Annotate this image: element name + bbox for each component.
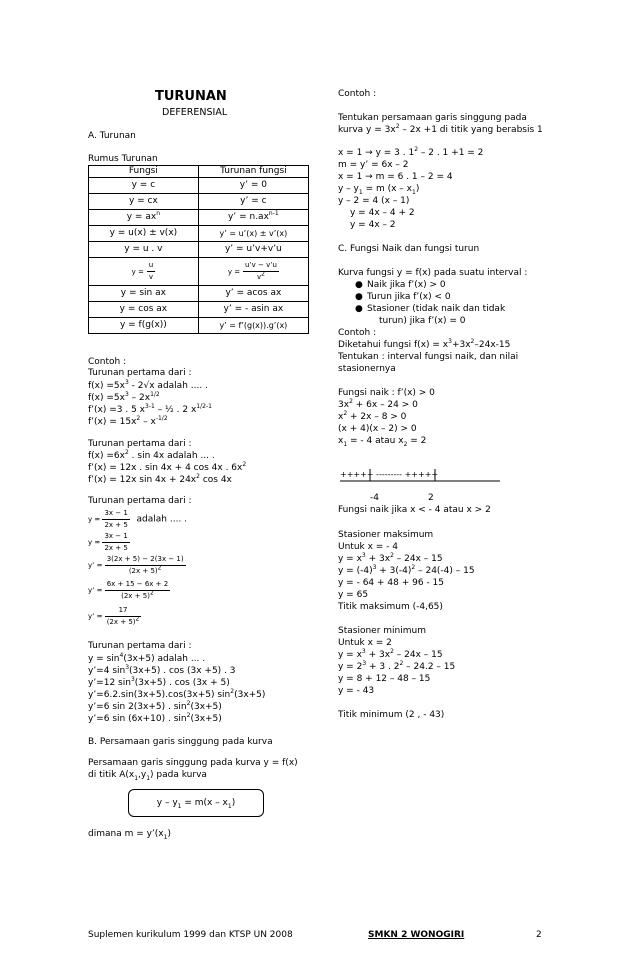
increasing-interval: Fungsi naik jika x < - 4 atau x > 2 [338,505,491,515]
page-subtitle: DEFERENSIAL [162,107,228,118]
table-cell: y’ = u’(x) ± v’(x) [198,226,308,242]
table-header: Turunan fungsi [198,166,308,178]
solution-line: $x_1$ = - 4 atau $x_2 = 2$ [338,436,427,448]
fraction-line: y = $\frac{3x - 1}{2x + 5}$ adalah .... . [88,509,188,529]
fraction-line: y = $\frac{3x - 1}{2x + 5}$ [88,532,128,552]
example-question: Turunan pertama dari : [88,368,192,378]
table-cell: y’ = c [198,194,308,210]
table-cell: y’ = 0 [198,178,308,194]
solution-line: m = y’ = 6x – 2 [338,160,409,170]
example-line: stasionernya [338,364,396,374]
section-b-heading: B. Persamaan garis singgung pada kurva [88,737,273,747]
example-line: f’(x) = 12x $\sin 4x + 24x^2$ cos 4x [88,473,232,485]
fraction-line: y’ = $\frac{6x + 15 - 6x + 2}{(2x + 5)^2}$ [88,580,169,600]
footer-school: SMKN 2 WONOGIRI [368,930,465,940]
list-item: turun) jika f’(x) = 0 [379,316,466,326]
example-line: $f(x) =5x^3 - 2x^{1/2}$ [88,391,160,403]
list-item: ● Turun jika f’(x) < 0 [355,292,451,302]
section-c-text: Kurva fungsi y = f(x) pada suatu interval : [338,268,528,278]
solution-line: Untuk x = 2 [338,638,392,648]
sign-diagram [340,467,505,491]
table-cell: y = u(x) ± v(x) [89,226,199,242]
table-row [89,318,309,334]
table-row [89,194,309,210]
section-a-heading: A. Turunan [88,131,136,141]
example-line: y’=4 $\sin^3(3x+5)$ . cos (3x +5) . 3 [88,664,236,676]
solution-line: y = - 64 + 48 + 96 - 15 [338,578,445,588]
max-point: Titik maksimum (-4,65) [338,602,443,612]
list-item: ● Stasioner (tidak naik dan tidak [355,304,506,314]
page-title: TURUNAN [155,89,227,104]
example-line: f’(x) = $15x^2 - x^{-1/2}$ [88,415,168,427]
table-cell: y’ = - asin ax [198,302,308,318]
table-cell: y = cx [89,194,199,210]
example-line: Tentukan : interval fungsi naik, dan nilai [338,352,519,362]
contoh-label: Contoh : [338,89,377,99]
derivative-rules-table [88,165,309,334]
table-cell: y = cos ax [89,302,199,318]
example-line: f’(x) = 12x . sin 4x + 4 cos 4x . $6x^2$ [88,461,247,473]
example-line: $f(x) =5x^3 - 2√x$ adalah .... . [88,379,208,391]
solution-line: x = 1 → y = 3 . $1^2 - 2$ . 1 +1 = 2 [338,146,484,158]
table-header: Fungsi [89,166,199,178]
example-line: $y = \sin^4(3x+5)$ adalah ... . [88,652,206,664]
solution-line: $y - y_1 = m$ $(x - x_1)$ [338,184,420,196]
contoh-label: Contoh : [88,357,127,367]
table-cell: y = $\frac{u}{v}$ [89,258,199,286]
solution-line: $y = x^3 + 3x^2 - 24x - 15$ [338,648,443,660]
example-question: Turunan pertama dari : [88,496,192,506]
example-line: y’=6.2.sin(3x+5).cos(3x+5) $\sin^2(3x+5)$ [88,688,266,700]
solution-line: y = 4x – 2 [350,220,396,230]
table-cell: y = sin ax [89,286,199,302]
example-question: Turunan pertama dari : [88,439,192,449]
min-point: Titik minimum (2 , - 43) [338,710,445,720]
solution-line: x = 1 → m = 6 . 1 – 2 = 4 [338,172,453,182]
table-row [89,242,309,258]
solution-line: y – 2 = 4 (x – 1) [338,196,410,206]
solution-line: y = - 43 [338,686,375,696]
contoh-label: Contoh : [338,328,377,338]
solution-line: $3x^2 + 6x - 24 > 0$ [338,398,418,410]
table-cell: y’ = acos ax [198,286,308,302]
solution-line: Fungsi naik : f’(x) > 0 [338,388,435,398]
solution-line: Untuk x = - 4 [338,542,399,552]
fraction-line: y’ = $\frac{17}{(2x + 5)^2}$ [88,606,140,626]
table-row [89,226,309,242]
rumus-heading: Rumus Turunan [88,154,158,164]
example-line: Diketahui fungsi $f(x) = x^3+3x^2-24x-15$ [338,338,511,350]
tangent-line-formula-box: $y - y_1 = m(x - x_1)$ [128,789,264,817]
solution-line: $x^2 + 2x - 8 > 0$ [338,410,407,422]
footer-text: Suplemen kurikulum 1999 dan KTSP UN 2008 [88,930,293,940]
table-row [89,178,309,194]
table-cell: y’ = u’v+v’u [198,242,308,258]
stationary-max-heading: Stasioner maksimum [338,530,434,540]
table-row [89,210,309,226]
table-row [89,286,309,302]
example-line: y’=6 sin (6x+10) . $\sin^2(3x+5)$ [88,712,222,724]
solution-line: $y = x^3 + 3x^2 - 24x - 15$ [338,552,443,564]
example-question: Turunan pertama dari : [88,641,192,651]
section-b-text: di titik $A(x_1,y_1)$ pada kurva [88,770,207,782]
root-label-minus4: -4 [370,493,379,503]
section-b-text: Persamaan garis singgung pada kurva y = f(x) [88,758,298,768]
table-cell: y’ = f’(g(x)).g’(x) [198,318,308,334]
table-row [89,302,309,318]
section-b-dimana: dimana $m = y’(x_1)$ [88,829,171,841]
fraction-line: y’ = $\frac{3(2x + 5) - 2(3x - 1)}{(2x + 5)^2}$ [88,555,184,575]
solution-line: $y = (-4)^3 + 3(-4)^2 - 24(-4) - 15$ [338,564,475,576]
stationary-min-heading: Stasioner minimum [338,626,426,636]
table-cell: y = u . v [89,242,199,258]
solution-line: y = 65 [338,590,369,600]
table-cell: $y = ax^n$ [89,210,199,226]
section-c-heading: C. Fungsi Naik dan fungsi turun [338,244,480,254]
solution-line: $y = 2^3 + 3$ . $2^2 - 24.2 - 15$ [338,660,456,672]
problem-text: kurva $y = 3x^2 - 2x +1$ di titik yang berabsis 1 [338,123,543,135]
problem-text: Tentukan persamaan garis singgung pada [338,113,527,123]
table-cell: y = f(g(x)) [89,318,199,334]
sign-labels: +++++ --------- +++++ [340,470,439,479]
page-number: 2 [536,930,542,940]
solution-line: y = 8 + 12 – 48 – 15 [338,674,431,684]
example-line: y’=6 sin 2(3x+5) . $\sin^2(3x+5)$ [88,700,222,712]
solution-line: (x + 4)(x – 2) > 0 [338,424,417,434]
table-row [89,258,309,286]
table-cell: y = c [89,178,199,194]
root-label-2: 2 [428,493,434,503]
table-cell: y = $\frac{u’v - v’u}{v^2}$ [198,258,308,286]
list-item: ● Naik jika f’(x) > 0 [355,280,446,290]
example-line: y’=12 $\sin^3(3x+5)$ . cos (3x + 5) [88,676,230,688]
table-cell: y’ = $n.ax^{n-1}$ [198,210,308,226]
solution-line: y = 4x – 4 + 2 [350,208,415,218]
example-line: $f(x) =6x^2$ . sin 4x adalah ... . [88,449,215,461]
example-line: f’(x) =3 . 5 $x^{3-1}$ – ½ . 2 $x^{1/2-1}$ [88,403,212,415]
